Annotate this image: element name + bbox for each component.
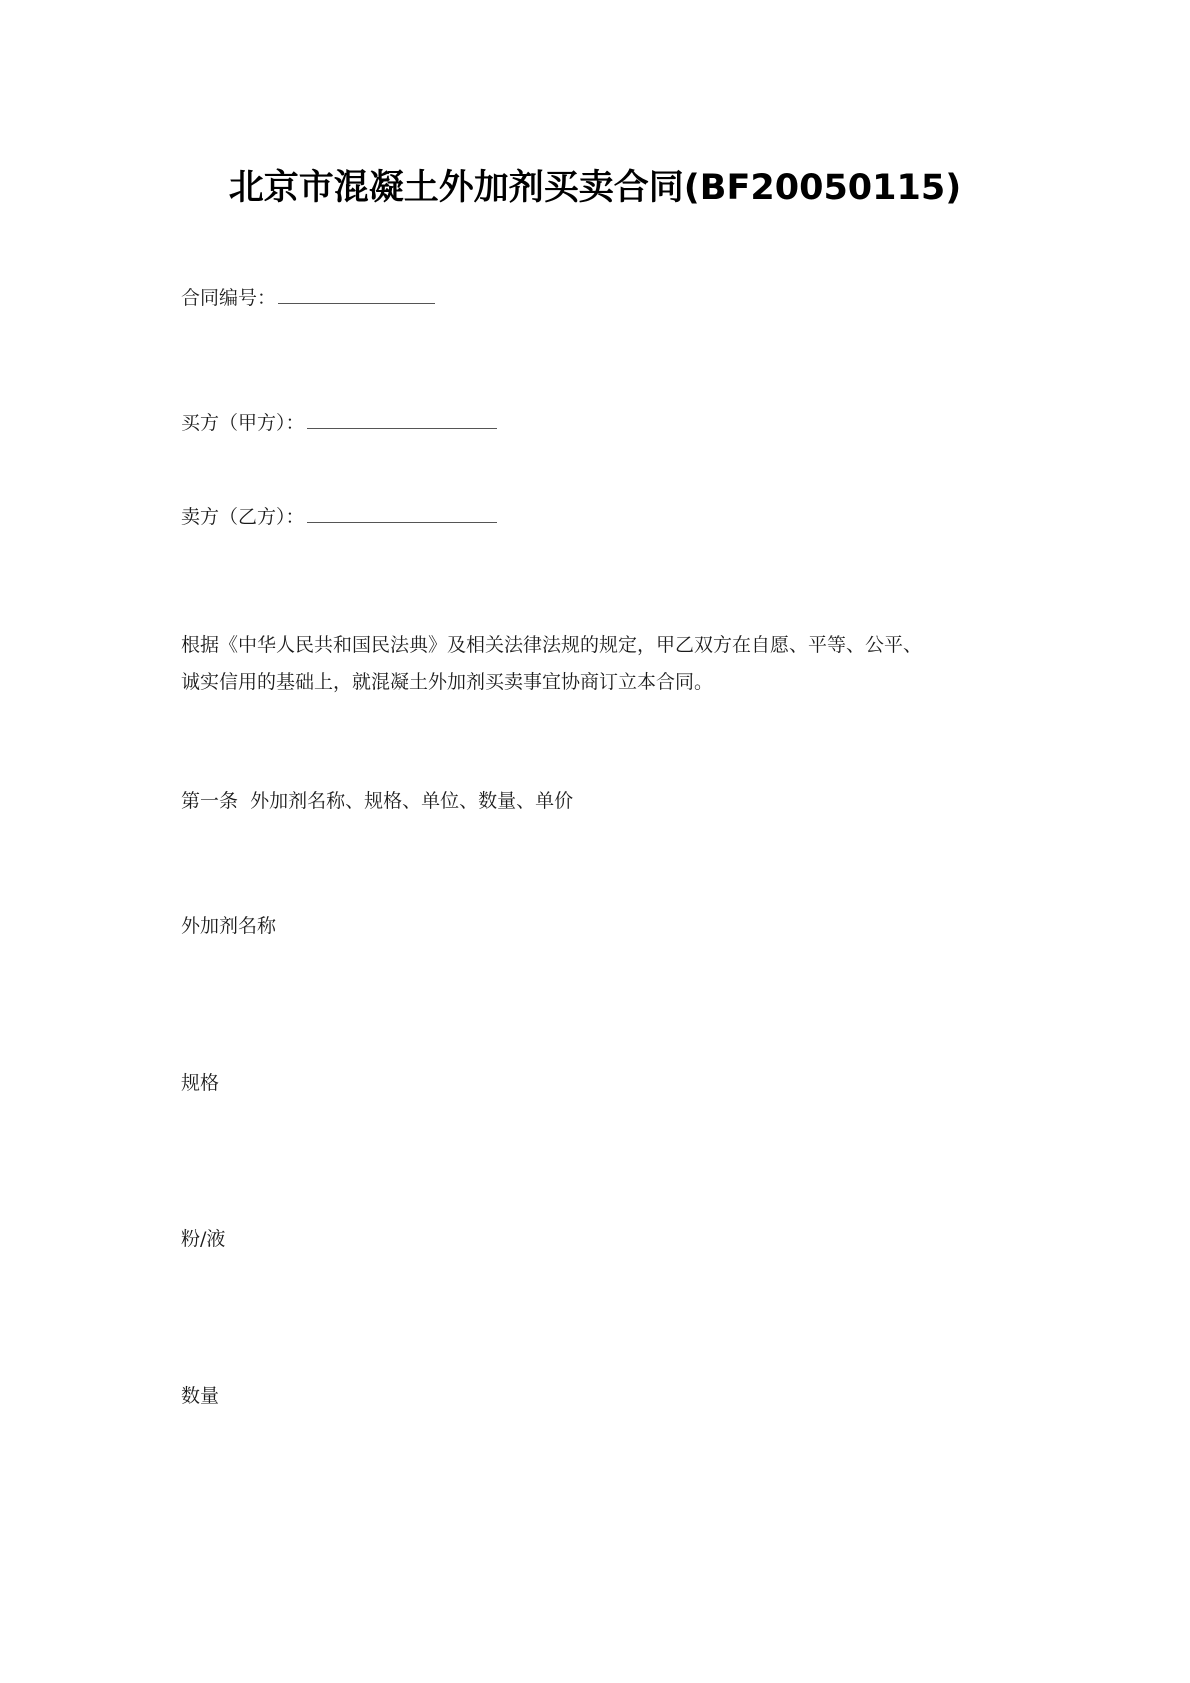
seller-label: 卖方（乙方）： — [181, 506, 305, 528]
field-powder-liquid: 粉/液 — [181, 1228, 226, 1250]
contract-number-line — [181, 284, 435, 312]
buyer-label: 买方（甲方）： — [181, 412, 305, 434]
preamble-line-1: 根据《中华人民共和国民法典》及相关法律法规的规定，甲乙双方在自愿、平等、公平、 — [181, 634, 923, 656]
seller-line — [181, 503, 497, 531]
field-quantity: 数量 — [181, 1385, 220, 1407]
field-specification: 规格 — [181, 1072, 220, 1094]
preamble-paragraph — [181, 627, 1021, 701]
preamble-line-2: 诚实信用的基础上，就混凝土外加剂买卖事宜协商订立本合同。 — [181, 671, 714, 693]
buyer-line — [181, 409, 497, 437]
document-title: 北京市混凝土外加剂买卖合同(BF20050115) — [228, 168, 962, 208]
field-additive-name: 外加剂名称 — [181, 915, 277, 937]
contract-number-field[interactable] — [278, 285, 435, 304]
buyer-field[interactable] — [307, 410, 497, 429]
seller-field[interactable] — [307, 504, 497, 523]
contract-number-label: 合同编号： — [181, 287, 277, 309]
article-1-heading: 第一条 外加剂名称、规格、单位、数量、单价 — [181, 790, 574, 812]
